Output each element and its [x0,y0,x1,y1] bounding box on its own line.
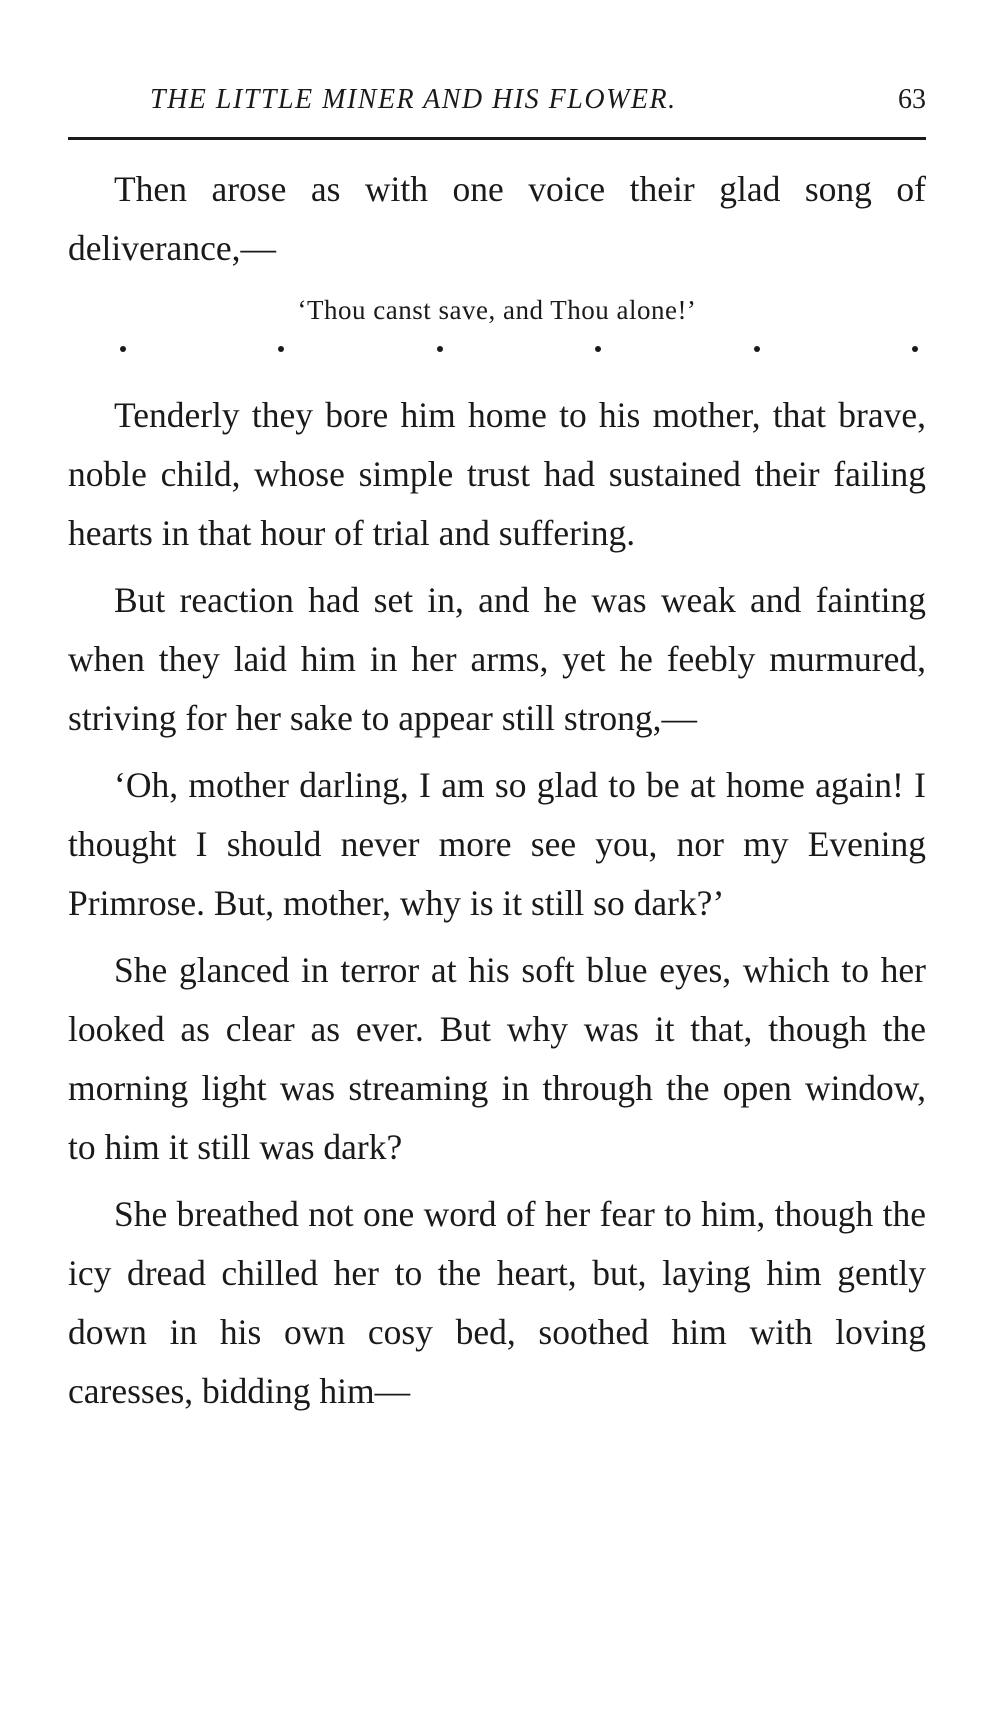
page-number: 63 [898,84,926,115]
dot [278,346,284,352]
page-header [68,82,926,122]
dot [595,346,601,352]
paragraph-2: Tenderly they bore him home to his mother, that brave, noble child, whose simple trust had sustained their failing hearts in that hour of trial and suffering. [68,395,926,553]
dot [437,346,443,352]
section-break-dots [68,334,926,364]
body-text [68,160,926,1421]
header-rule [68,137,926,140]
paragraph-4: ‘Oh, mother darling, I am so glad to be at home again! I thought I should never more see you, nor my Evening Primrose. But, mother, why is it still so dark?’ [68,765,926,923]
paragraph-3: But reaction had set in, and he was weak and fainting when they laid him in her arms, yet he feebly murmured, striving for her sake to appear still strong,— [68,580,926,738]
paragraph-6: She breathed not one word of her fear to him, though the icy dread chilled her to the heart, but, laying him gently down in his own cosy bed, soothed him with loving caresses, bidding him— [68,1194,926,1411]
dot [912,346,918,352]
dot [754,346,760,352]
running-title: THE LITTLE MINER AND HIS FLOWER. [150,84,677,115]
hymn-quote: ‘Thou canst save, and Thou alone!’ [297,295,697,325]
paragraph-1: Then arose as with one voice their glad song of deliverance,— [68,169,926,268]
dot [120,346,126,352]
paragraph-5: She glanced in terror at his soft blue eyes, which to her looked as clear as ever. But why was it that, though the morning light was streaming in through the open window, to him it still was dark? [68,950,926,1167]
